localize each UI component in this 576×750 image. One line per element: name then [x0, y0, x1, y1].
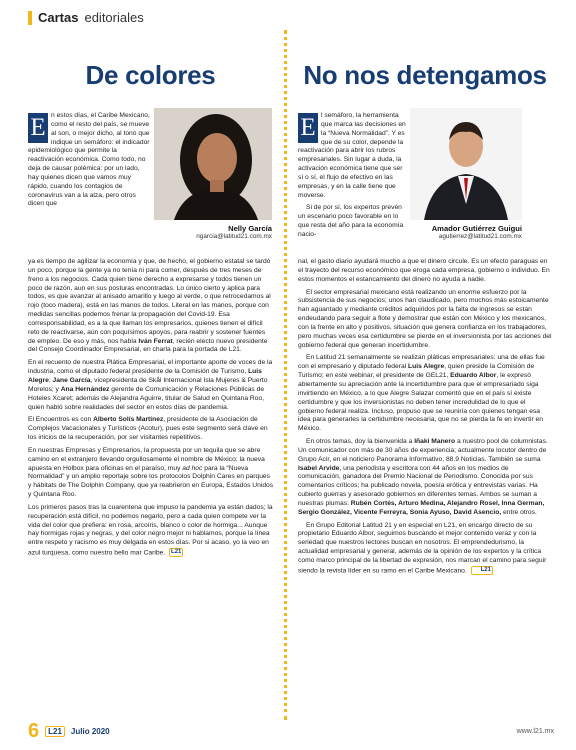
- drop-cap: E: [28, 113, 48, 143]
- l21-logo-inline: L21: [171, 549, 182, 556]
- author-photo-amador: [410, 108, 522, 220]
- paragraph: Si de por sí, los expertos prevén un escenario poco favorable en lo que resta del año para la economía nacio-: [298, 204, 404, 238]
- website-link[interactable]: www.l21.mx: [516, 727, 554, 735]
- author-caption-left: [154, 224, 272, 240]
- author-name: Nelly García: [228, 224, 272, 233]
- drop-cap: E: [298, 113, 318, 143]
- paragraph: En Grupo Editorial Latitud 21 y en especial en L21, en encargo directo de su propietario Eduardo Albor, seguimos buscando el mejor contenido veraz y con la seriedad que nuestros lectores buscan en nosotros. El emprendedurismo, la actualidad empresarial y general, además de la opinión de los expertos y la crítica como marco principal de la libertad de expresión, nos marcan el camino para seguir siendo la revista líder en su ramo en el Caribe Mexicano. L21: [298, 521, 547, 575]
- left-article-intro: [28, 112, 152, 209]
- paragraph-text: n estos días, el Caribe Mexicano, como el resto del país, se mueve al son, o mejor dicho, al tono que indique un semáforo: el indicador epidemiológico que permite la reactivación económica. Como todo, no deja de causar polémica: por un lado, hay quienes dicen que vamos muy rápido, cuando los contagios de coronavirus van a la alza, pero otros dicen que: [28, 112, 150, 208]
- author-photo-nelly: [154, 108, 272, 220]
- right-article-body: [298, 258, 552, 580]
- paragraph: nal, el gasto diario ayudará mucho a que el dinero circule. Es un efecto paraguas en el trayecto del recurso económico que eroga cada empresa, gobierno o individuo. En estos momentos el estancamiento del dinero no ayuda a nadie.: [298, 258, 550, 283]
- page-footer: [28, 720, 554, 742]
- right-article-intro: [298, 112, 406, 244]
- paragraph: El sector empresarial mexicano está realizando un enorme esfuerzo por la subsistencia de sus negocios; unos han claudicado, pero muchos más estoicamente han aguantado y mediante créditos adquiridos por la falta de ingresos se están endeudando para seguir a flote y demostrar que están con México y los mexicanos, con la frente en alto y positivos, situación que genera confianza en los trabajadores, pero muchas veces esa certidumbre se pierde en el inversionista por las acciones del gobierno federal que generan incertidumbre.: [298, 288, 552, 349]
- page-number: 6: [28, 719, 40, 742]
- paragraph: En Latitud 21 semanalmente se realizan pláticas empresariales: una de ellas fue con el empresario y diputado federal Luis Alegre, quien preside la Comisión de Turismo; en este webinar, el presidente de GEL21, Eduardo Albor, le expresó abiertamente su apreciación ante la incertidumbre para que el empresariado siga invirtiendo en México, a lo que Alegre Salazar comentó que en el país sí existe certidumbre y que los inversionistas no deben tener incredulidad de lo que el gobierno federal realiza. Incluso, propuso que se reuniría con quienes tengan esa idea para generarles la certidumbre necesaria, que no se pierda la fe en invertir en México.: [298, 354, 545, 433]
- l21-logo-inline: L21: [471, 566, 493, 575]
- left-article-body: [28, 258, 274, 562]
- column-divider: [284, 30, 287, 720]
- section-title: Cartas: [38, 10, 79, 25]
- paragraph: El Encuentros es con Alberto Solís Martínez, presidente de la Asociación de Complejos Vacacionales y Turísticos (Acotur), pues este segmento será clave en los inicios de la recuperación, por ser visitantes repetitivos.: [28, 416, 268, 442]
- section-header: [28, 10, 144, 25]
- paragraph: En otros temas, doy la bienvenida a Iñaki Manero a nuestro pool de columnistas. Un comunicador con más de 30 años de experiencia; actualmente locutor dentro de Grupo Acir, en el noticiero Panorama Informativo, 88.9 Noticias. También se suma Isabel Arvide, una periodista y escritora con 44 años en los medios de comunicación, ganadora del Premio Nacional de Periodismo. Conocida por sus comentarios críticos; ha publicado novela, poesía erótica y entrevistas varias. Ha cubierto guerras y asesorado gobiernos en diferentes temas. Ambos se suman a nuestras plumas: Rubén Cortés, Arturo Medina, Alejandro Rosel, Inna German, Sergio González, Vicente Ferreyra, Sonia Ayuso, David Asencio, entre otros.: [298, 438, 548, 516]
- paragraph: En nuestras Empresas y Empresarios, la propuesta por un tequila que se abre camino en el extranjero llevando orgullosamente el nombre de México; la nueva apuesta en Holbox para oficinas en el paraíso, muy ad hoc para la “Nueva Normalidad” y un amplio reportaje sobre los protocolos Dolphin Cares en parques y hábitats de The Dolphin Company, que ya reabrieron en Europa, Estados Unidos y Quintana Roo.: [28, 446, 274, 499]
- author-email[interactable]: agutierrez@latitud21.com.mx: [438, 233, 522, 240]
- author-name: Amador Gutiérrez Guigui: [431, 224, 522, 233]
- paragraph: En el recuento de nuestra Plática Empresarial, el importante aporte de voces de la industria, como el diputado federal presidente de la Comisión de Turismo, Luis Alegre; Jane García, vicepresidenta de Skål Internacional Isla Mujeres & Puerto Morelos; y Ana Hernández gerente de Comunicación y Relaciones Públicas de Hoteles Xcaret; además de Alejandra Aguirre, titular de Salud en Quintana Roo, quien habló sobre realidades del sector en estos días de pandemia.: [28, 359, 273, 411]
- left-headline: De colores: [85, 60, 216, 90]
- l21-logo: L21: [45, 726, 65, 737]
- section-subtitle: editoriales: [84, 10, 144, 25]
- author-portrait-image: [410, 108, 522, 220]
- issue-date: Julio 2020: [70, 726, 110, 736]
- section-accent-bar: [28, 11, 32, 25]
- author-portrait-image: [154, 108, 272, 220]
- right-headline: No nos detengamos: [303, 60, 547, 90]
- paragraph: E l semáforo, la herramienta que marca las decisiones en la “Nueva Normalidad”. Y es que de su color, depende la reactivación para abrir los rubros empresariales. Sin lugar a duda, la activación económica tiene que ser sí o sí, el flujo de efectivo en las empresas, y en la calle tiene que moverse.: [298, 112, 406, 199]
- paragraph: ya es tiempo de agilizar la economía y que, de hecho, el gobierno estatal se tardó un poco, porque la gente ya no tenía ni para comer, después de tres meses de freno a los negocios. Cada quien tiene derecho a expresarse y todos tienen un poco de razón, aun en sus posturas encontradas. Lo único cierto y aplica para todos, es que avanzar al anisado amarillo y luego al verde, o que retrocedamos al rojo (toco madera), está en las manos de todos. Literal en las manos, porque con medidas sencillas podemos frenar la propagación del Covid-19. Esa corresponsabilidad, es a la que llaman los empresarios, quienes tienen el difícil reto de reactivarse, aún con poquísimos apoyos, para reabrir y sostener fuentes de empleo. De eso y más, nos habla Iván Ferrat, recién electo nuevo presidente del Consejo Coordinador Empresarial, en charla para la portada de L21.: [28, 258, 271, 354]
- author-email[interactable]: ngarcia@latitud21.com.mx: [196, 233, 272, 240]
- paragraph: Los primeros pasos tras la cuarentena que impuso la pandemia ya están dados; la recuperación está difícil, no podemos negarlo, pero a cada quien compete ver la vida del color que prefiera: en rosa, arcoíris, blanco o color de hormiga... Aunque hay hormigas rojas y negras, y del color negro mejor ni hablamos, porque la línea entre respeto y racismo es muy delgada en estos días. Por si acaso, yo la veo en azul turquesa, como nuestro bello mar Caribe. L21: [28, 503, 273, 557]
- author-caption-right: [404, 224, 522, 240]
